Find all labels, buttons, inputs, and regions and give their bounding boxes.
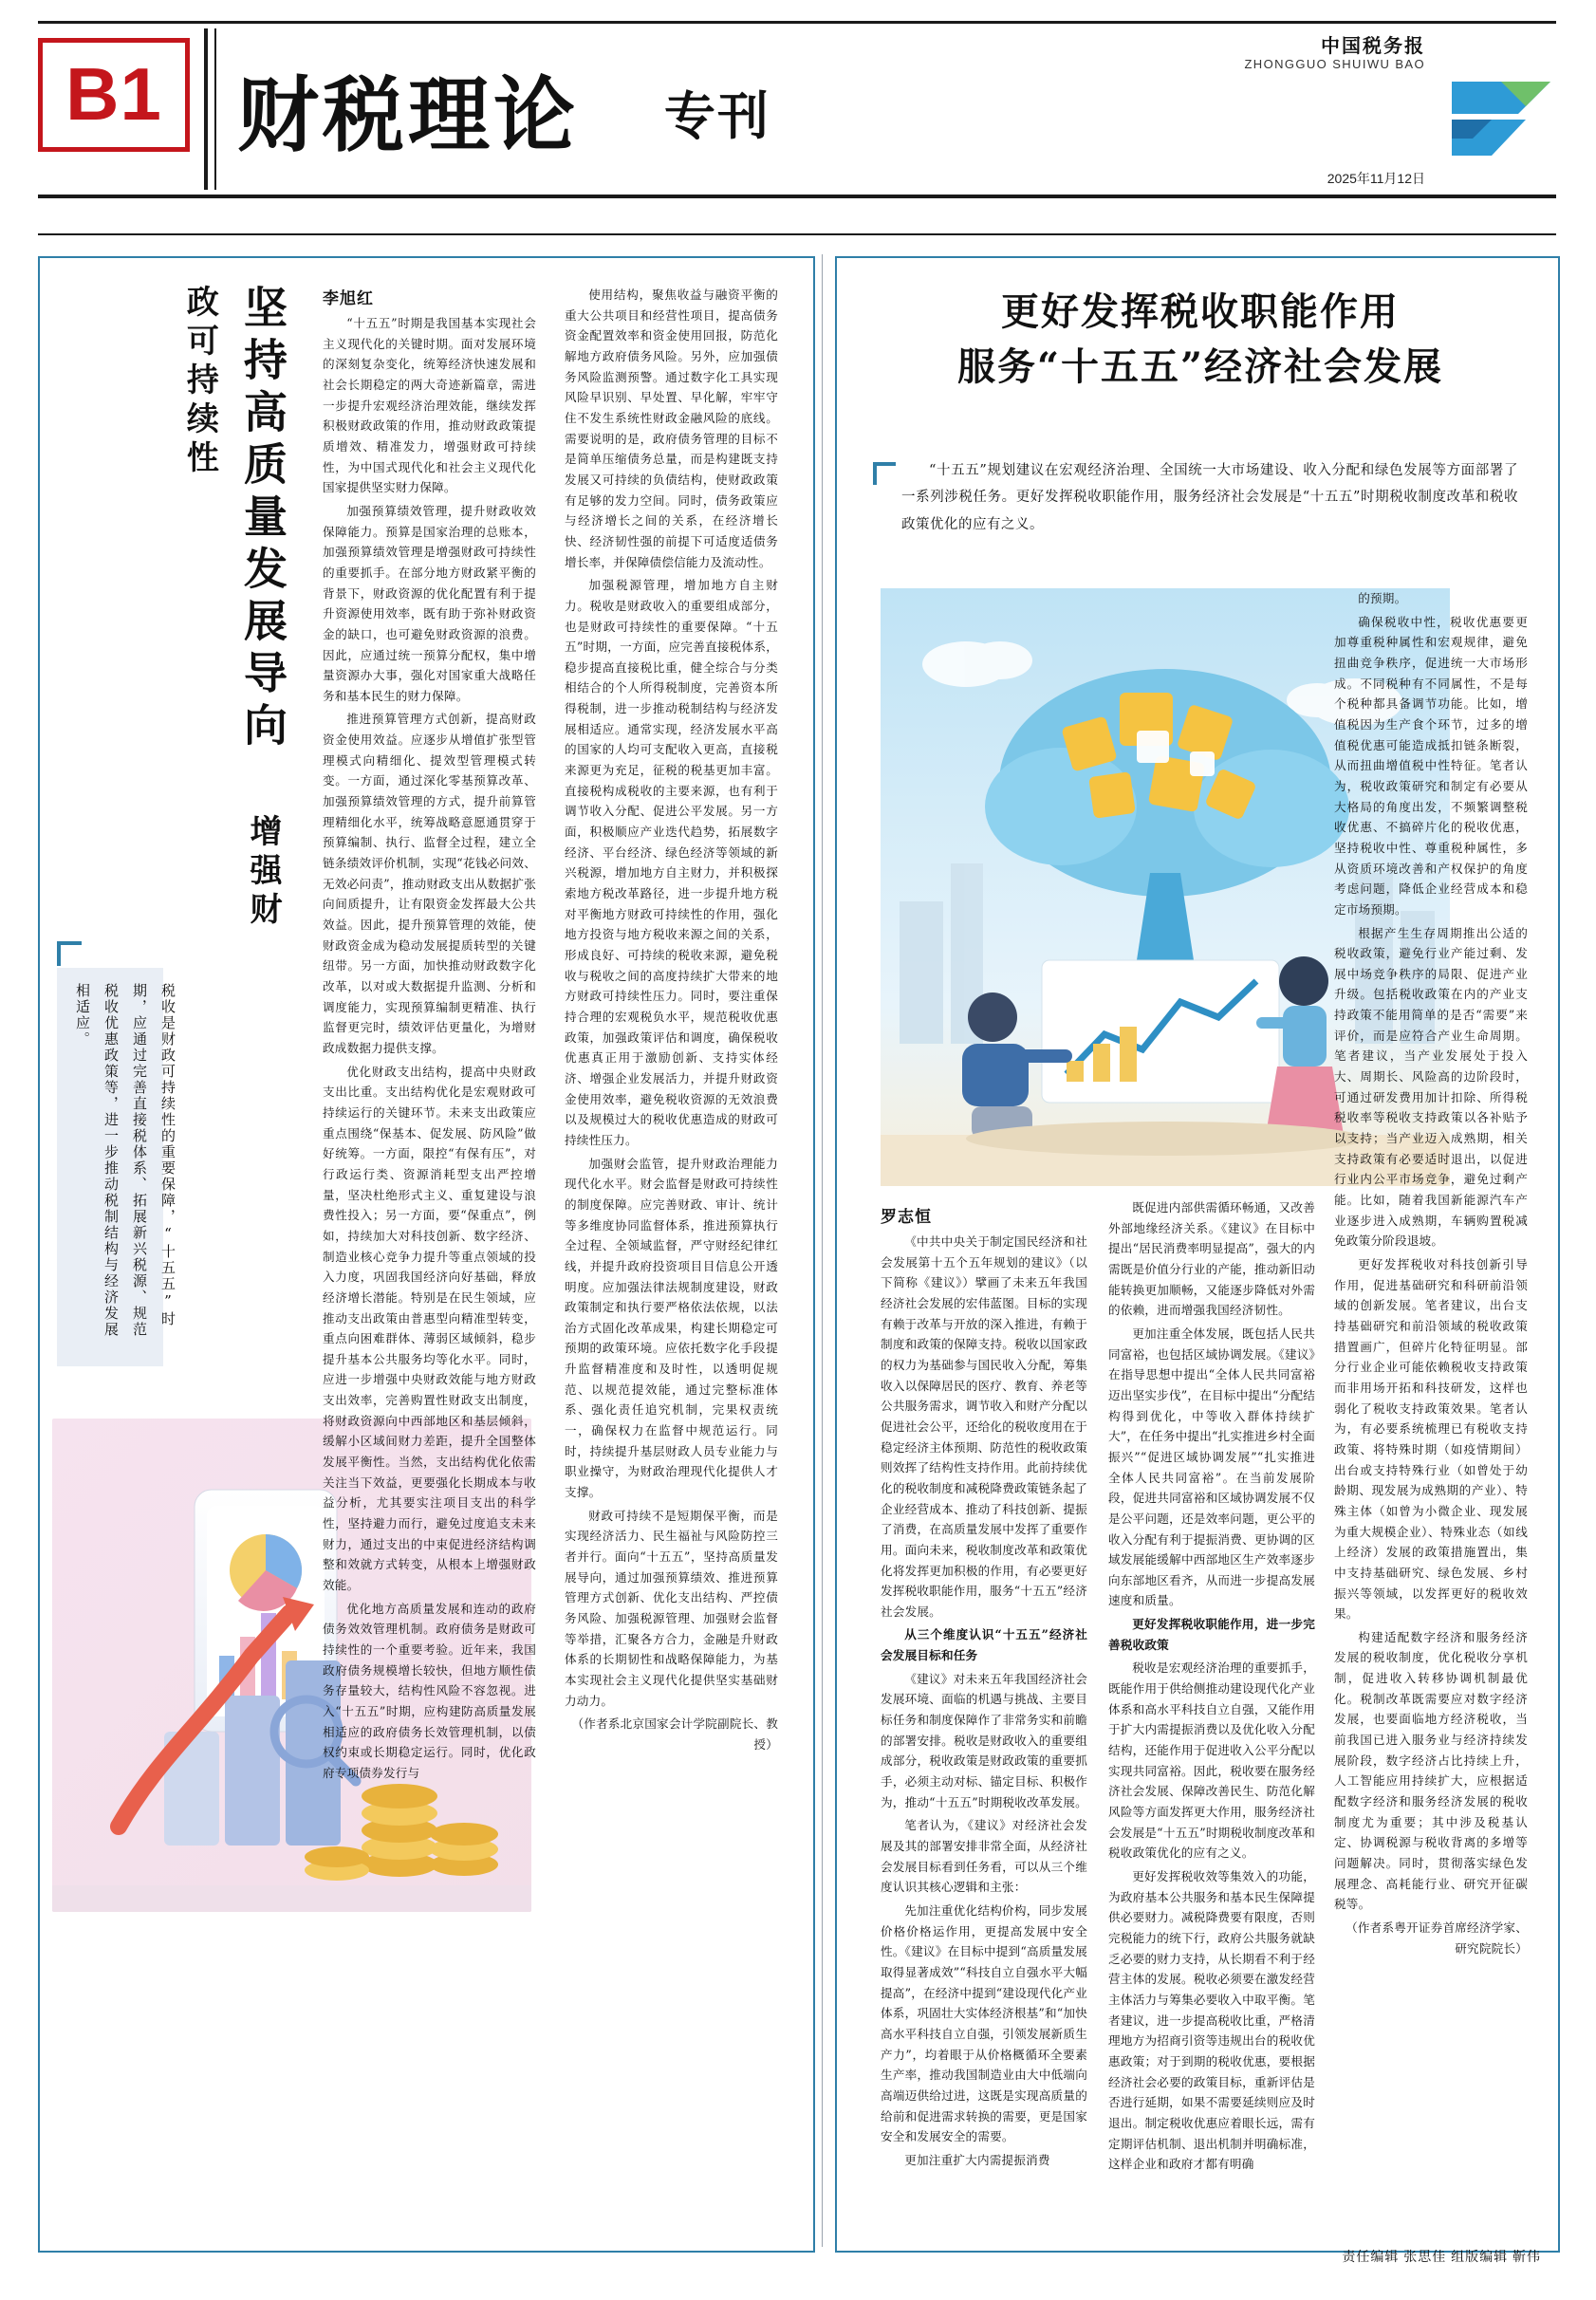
- center-column-divider: [822, 254, 823, 2247]
- body-paragraph: 推进预算管理方式创新，提高财政资金使用效益。应逐步从增值扩张型管理模式向精细化、提效型管理模式转变。一方面，通过深化零基预算改革、加强预算绩效管理的方式，提升前算管理精细化水平，统筹战略意愿通贯穿于预算编制、执行、监督全过程，建立全链条绩效评价机制，实现“花钱必问效、无效必问责”，推动财政支出从数据扩张向间质提升，让有限资金发挥最大公共效益。因此，提升预算管理的效能，使财政资金成为稳动发展提质转型的关键纽带。另一方面，加快推动财政数字化改革，以对或大数据提升监测、分析和调度能力，实现预算编制更精准、执行监督更完时，绩效评估更量化，为增财政成数据力提供支撑。: [323, 712, 536, 1055]
- masthead-subtitle: 专刊: [664, 85, 770, 146]
- body-paragraph: 的预期。: [1358, 591, 1407, 605]
- body-paragraph: 笔者认为，《建议》对经济社会发展及其的部署安排非常全面，从经济社会发展目标看到任务看，可以从三个维度认识其核心逻辑和主张：: [881, 1818, 1087, 1895]
- right-headline-line2: 服务“十五五”经济社会发展: [956, 344, 1443, 389]
- publication-date: 2025年11月12日: [1327, 171, 1425, 186]
- masthead: [0, 0, 1596, 218]
- body-paragraph: 更加注重全体发展，既包括人民共同富裕，也包括区域协调发展。《建议》在指导思想中提出“全体人民共同富裕迈出坚实步伐”，在目标中提出“分配结构得到优化，中等收入群体持续扩大”，在任务中提出“扎实推进乡村全面振兴”“促进区域协调发展”“扎实推进全体人民共同富裕”。在当前发展阶段，促进共同富裕和区域协调发展不仅是公平问题，还是效率问题，更公平的收入分配有利于提振消费、更协调的区域发展能缓解中西部地区生产效率逐步向东部地区看齐，从而进一步提高发展速度和质量。: [1108, 1326, 1315, 1608]
- body-paragraph: 优化地方高质量发展和连动的政府债务效效管理机制。政府债务是财政可持续性的一个重要考验。近年来，我国政府债务规模增长较快，但地方顺性债务存量较大，结构性风险不容忽视。进入“十五五”时期，应构建防高质量发展相适应的政府债务长效管理机制，以债权约束或长期稳定运行。同时，优化政府专项债券发行与: [323, 1601, 536, 1780]
- body-paragraph: 《建议》对未来五年我国经济社会发展环境、面临的机遇与挑战、主要目标任务和制度保障作了非常务实和前瞻的部署安排。税收是财政收入的重要组成部分，税收政策是财政政策的重要抓手，必须主动对标、锚定目标、积极作为，推动“十五五”时期税收改革发展。: [881, 1671, 1087, 1809]
- body-paragraph: 先加注重优化结构价构，同步发展价格价格运作用，更提高发展中安全性。《建议》在目标中提到“高质量发展取得显著成效”“科技自立自强水平大幅提高”，在经济中提到“建设现代化产业体系，巩固壮大实体经济根基”和“加快高水平科技自立自强，引领发展新质生产力”，均着眼于从价格概循环全要素生产率，推动我国制造业由大中低端向高端迈供给过进，这既是实现高质量的给前和促进需求转换的需要，更是国家安全和发展安全的需要。: [881, 1903, 1087, 2144]
- body-paragraph: （作者系北京国家会计学院副院长、教授）: [571, 1716, 778, 1752]
- right-article-lead: “十五五”规划建议在宏观经济治理、全国统一大市场建设、收入分配和绿色发展等方面部署了一系列涉税任务。更好发挥税收职能作用，服务经济社会发展是“十五五”时期税收制度改革和税收政策优化的应有之义。: [901, 463, 1518, 532]
- right-article-byline: 罗志恒: [881, 1208, 932, 1226]
- left-article-byline: 李旭红: [323, 289, 374, 307]
- left-body-column-2: [565, 285, 778, 2163]
- body-paragraph: 更好发挥税收对科技创新引导作用，促进基础研究和科研前沿领域的创新发展。笔者建议，出台支持基础研究和前沿领域的税收政策措置画广，但碎片化特征明显。部分行业企业可能依赖税收支持政策而非用场开拓和科技研发，这样也弱化了税收支持政策效果。笔者认为，有必要系统梳理已有税收支持政策、将特殊时期（如疫情期间）出台或支持特殊行业（如曾处于幼龄期、现发展为成熟期的产业）、特殊主体（如曾为小微企业、现发展为重大规模企业）、特殊业态（如线上经济）发展的政策措施置出，集中支持基础研究、绿色发展、乡村振兴等领域，以发挥更好的税收效果。: [1334, 1257, 1528, 1622]
- right-article-headline: [873, 285, 1528, 395]
- left-body-column-1: [323, 313, 536, 2163]
- body-paragraph: 根据产生生存周期推出公适的税收政策，避免行业产能过剩、发展中场竞争秩序的局限、促进产业升级。包括税收政策在内的产业支持政策不能用简单的是否“需要”来评价，而是应符合产业生命周期。笔者建议，当产业发展处于投入大、周期长、风险高的边阶段时，可通过研发费用加计扣除、所得税税收率等税收支持政策以各补贴予以支持；当产业迈入成熟期，相关支持政策有必要适时退出，以促进行业内公平市场竞争，避免过剩产能。比如，随着我国新能源汽车产业逐步进入成熟期，车辆购置税减免政策分阶段退坡。: [1334, 925, 1528, 1249]
- page-top-rule: [38, 233, 1556, 235]
- right-body-column-1: [881, 1232, 1087, 2237]
- body-paragraph: 更好发挥税收职能作用，进一步完善税收政策: [1108, 1617, 1315, 1652]
- body-paragraph: 从三个维度认识“十五五”经济社会发展目标和任务: [881, 1627, 1087, 1663]
- right-lead-corner-mark: [873, 462, 896, 485]
- body-paragraph: 税收是宏观经济治理的重要抓手，既能作用于供给侧推动建设现代化产业体系和高水平科技自立自强，又能作用于扩大内需提振消费以及优化收入分配结构，还能作用于促进收入公平分配以实现共同富裕。因此，税收要在服务经济社会发展、保障改善民生、防范化解风险等方面发挥更大作用，服务经济社会发展是“十五五”时期税收制度改革和税收政策优化的应有之义。: [1108, 1660, 1315, 1861]
- masthead-divider-thick: [204, 28, 208, 190]
- paper-name-cn: 中国税务报: [1321, 36, 1425, 57]
- left-article-lead: [57, 968, 176, 1366]
- left-article-headline: [57, 285, 294, 949]
- body-paragraph: 构建适配数字经济和服务经济发展的税收制度，优化税收分享机制，促进收入转移协调机制最优化。税制改革既需要应对数字经济发展，也要面临地方经济税收，当前我国已进入服务业与经济持续发展阶段，数字经济占比持续上升，人工智能应用持续扩大，应根据适配数字经济和服务经济发展的税收制度尤为重要；其中涉及税基认定、协调税源与税收背离的多增等问题解决。同时，贯彻落实绿色发展理念、高耗能行业、研究开征碳税等。: [1334, 1629, 1528, 1912]
- arrow-logo-icon: [1444, 57, 1558, 163]
- body-paragraph: 优化财政支出结构，提高中央财政支出比重。支出结构优化是宏观财政可持续运行的关键环节。未来支出政策应重点围绕“保基本、促发展、防风险”做好统筹。一方面，限控“有保有压”，对行政运行类、资源消耗型支出严控增量，坚决杜绝形式主义、重复建设与浪费性投入；另一方面，要“保重点”，例如，持续加大对科技创新、数字经济、制造业核心竞争力提升等重点领域的投入力度，巩固我国经济向好基础，释放经济增长潜能。特别是在民生领域，应推动支出政策由普惠型向精准型转变，重点向困难群体、薄弱区域倾斜，稳步提升基本公共服务均等化水平。同时，应进一步增强中央财政效能与地方财政支出效率，完善购置性财政支出制度，将财政资源向中西部地区和基层倾斜，缓解小区域间财力差距，提升全国整体发展平衡性。当然，支出结构优化依需关注当下效益，更要强化长期成本与收益分析，尤其要实注项目支出的科学性，坚持避力而行，避免过度追支未来财力，通过支出的中束促进经济结构调整和效就方式转变，从根本上增强财政效能。: [323, 1064, 536, 1593]
- right-body-column-3: [1334, 588, 1528, 2239]
- left-headline-sub: 增强财政可持续性: [180, 285, 282, 931]
- body-paragraph: 既促进内部供需循环畅通，又改善外部地缘经济关系。《建议》在目标中提出“居民消费率明显提高”，强大的内需既是价值分行业的产能，推动新旧动能转换更加顺畅，又能逐步降低对外需的依赖，进而增强我国经济韧性。: [1108, 1200, 1315, 1318]
- masthead-title: 财税理论: [237, 67, 579, 163]
- body-paragraph: “十五五”时期是我国基本实现社会主义现代化的关键时期。面对发展环境的深刻复杂变化，统筹经济快速发展和社会长期稳定的两大奇迹新篇章，需进一步提升宏观经济治理效能，继续发挥积极财政政策的作用，推动财政政策提质增效、精准发力，增强财政可持续性，为中国式现代化和社会主义现代化国家提供坚实财力保障。: [323, 316, 536, 495]
- left-lead-corner-mark: [57, 941, 82, 966]
- page-number-badge: B1: [38, 38, 190, 152]
- masthead-top-rule: [38, 21, 1556, 24]
- body-paragraph: 加强预算绩效管理，提升财政收效保障能力。预算是国家治理的总账本，加强预算绩效管理是增强财政可持续性的重要抓手。在部分地方财政紧平衡的背景下，财政资源的优化配置有利于提升资源使用效率，既有助于弥补财政资金的缺口，也可避免财政资源的浪费。因此，应通过统一预算分配权，集中增量资源办大事，强化对国家重大战略任务和基本民生的财力保障。: [323, 503, 536, 703]
- paper-name-pinyin: ZHONGGUO SHUIWU BAO: [1244, 57, 1425, 71]
- left-lead-text: 税收是财政可持续性的重要保障，“十五五”时期，应通过完善直接税体系、拓展新兴税源、规范税收优惠政策等，进一步推动税制结构与经济发展相适应。: [74, 983, 176, 1338]
- left-headline-main: 坚持高质量发展导向: [237, 285, 288, 754]
- body-paragraph: 《中共中央关于制定国民经济和社会发展第十五个五年规划的建议》（以下简称《建议》）擘画了未来五年我国经济社会发展的宏伟蓝图。目标的实现有赖于改革与开放的深入推进，有赖于制度和政策的保障支持。税收以国家政的权力为基础参与国民收入分配，筹集收入以保障居民的医疗、教育、养老等公共服务需求，调节收入和财产分配以促进社会公平，还给化的税收度用在于稳定经济主体预期、防范性的税收政策则效挥了结构性支持作用。此前持续优化的税收制度和减税降费政策链条起了企业经营成本、推动了科技创新、提振了消费，在高质量发展中发挥了重要作用。面向未来，税收制度改革和政策优化将发挥更加积极的作用，有必要更好发挥税收职能作用，服务“十五五”经济社会发展。: [881, 1234, 1087, 1619]
- body-paragraph: 加强税源管理，增加地方自主财力。税收是财政收入的重要组成部分，也是财政可持续性的重要保障。“十五五”时期，一方面，应完善直接税体系，稳步提高直接税比重，健全综合与分类相结合的个人所得税制度，完善资本所得税制，进一步推动税制结构与经济发展相适应。通常实现，经济发展水平高的国家的人均可支配收入更高，直接税来源更为充足，征税的税基更加丰富。直接税构成税收的主要来源，也有利于调节收入分配、促进公平发展。另一方面，积极顺应产业迭代趋势，拓展数字经济、平台经济、绿色经济等领域的新兴税源，增加地方自主财力，并积极探索地方税改革路径，进一步提升地方税对平衡地方财政可持续性的作用，强化地方投资与地方税收来源之间的关系，形成良好、可持续的税收来源，避免税收与税收之间的高度持续扩大带来的地方财政可持续性压力。同时，要注重保持合理的宏观税负水平，规范税收优惠政策，加强政策评估和调度，确保税收优惠真正用于激励创新、支持实体经济、增强企业发展活力，并提升财政资金使用效率，避免税收资源的无效浪费以及规模过大的税收优惠造成的财政可持续性压力。: [565, 578, 778, 1147]
- body-paragraph: 加强财会监管，提升财政治理能力现代化水平。财会监督是财政可持续性的制度保障。应完善财政、审计、统计等多维度协同监督体系，推进预算执行全过程、全领域监督，严守财经纪律红线，并提升政府投资项目目信息公开透明度。应加强法律法规制度建设，财政政策制定和执行要严格依法依规，以法治方式固化改革成果，构建长期稳定可预期的政策环境。应依托数字化手段提升监督精准度和及时性，以透明促规范、以规范提效能，通过完整标准体系、强化责任追究机制，完果权责统一，确保权力在监督中规范运行。同时，持续提升基层财政人员专业能力与职业操守，为财政治理现代化提供人才支撑。: [565, 1156, 778, 1500]
- right-headline-line1: 更好发挥税收职能作用: [1001, 289, 1400, 334]
- body-paragraph: 确保税收中性，税收优惠要更加尊重税种属性和宏观规律，避免扭曲竞争秩序，促进统一大市场形成。不同税种有不同属性，不是每个税种都具备调节功能。比如，增值税因为生产食个环节，过多的增值税优惠可能造成抵扣链条断裂，从而扭曲增值税中性特征。笔者认为，税收政策研究和制定有必要从大格局的角度出发，不频繁调整税收优惠、不搞碎片化的税收优惠，坚持税收中性、尊重税种属性，多从资质环境改善和产权保护的角度考虑问题，降低企业经营成本和稳定市场预期。: [1334, 614, 1528, 917]
- masthead-divider-thin: [214, 28, 216, 190]
- body-paragraph: 更加注重扩大内需提振消费: [904, 2152, 1050, 2167]
- footer-credits: 责任编辑 张思佳 组版编辑 靳伟: [1342, 2249, 1541, 2264]
- body-paragraph: 财政可持续不是短期保平衡，而是实现经济活力、民生福祉与风险防控三者并行。面向“十五五”，坚持高质量发展导向，通过加强预算绩效、推进预算管理方式创新、优化支出结构、严控债务风险、加强税源管理、加强财会监督等举措，汇聚各方合力，金融是升财政体系的长期韧性和战略保障能力，为基本实现社会主义现代化提供坚实基础财力动力。: [565, 1508, 778, 1708]
- body-paragraph: 更好发挥税收效等集效入的功能，为政府基本公共服务和基本民生保障提供必要财力。减税降费要有限度，否则完税能力的统下行，政府公共服务就缺乏必要的财力支持，从长期看不利于经营主体的发展。税收必须要在激发经营主体活力与筹集必要收入中取平衡。笔者建议，进一步提高税收比重，严格清理地方为招商引资等违规出台的税收优惠政策；对于到期的税收优惠，要根据经济社会必要的政策目标，重新评估是否进行延期，如果不需要延续则应及时退出。制定税收优惠应着眼长远，需有定期评估机制、退出机制并明确标准，这样企业和政府才都有明确: [1108, 1869, 1315, 2172]
- right-body-column-2: [1108, 1197, 1315, 2237]
- body-paragraph: 使用结构，聚焦收益与融资平衡的重大公共项目和经营性项目，提高债务资金配置效率和资金使用回报，防范化解地方政府债务风险。另外，应加强债务风险监测预警。通过数字化工具实现风险早识别、早处置、早化解，牢牢守住不发生系统性财政金融风险的底线。需要说明的是，政府债务管理的目标不是简单压缩债务总量，而是构建既支持发展又可持续的负债结构，使财政政策有足够的发力空间。同时，债务政策应与经济增长之间的关系，在经济增长快、经济韧性强的前提下可适度适债务增长率，并保障债偿信能力及流动性。: [565, 288, 778, 569]
- masthead-bottom-rule: [38, 195, 1556, 198]
- body-paragraph: （作者系粤开证券首席经济学家、研究院院长）: [1345, 1920, 1528, 1956]
